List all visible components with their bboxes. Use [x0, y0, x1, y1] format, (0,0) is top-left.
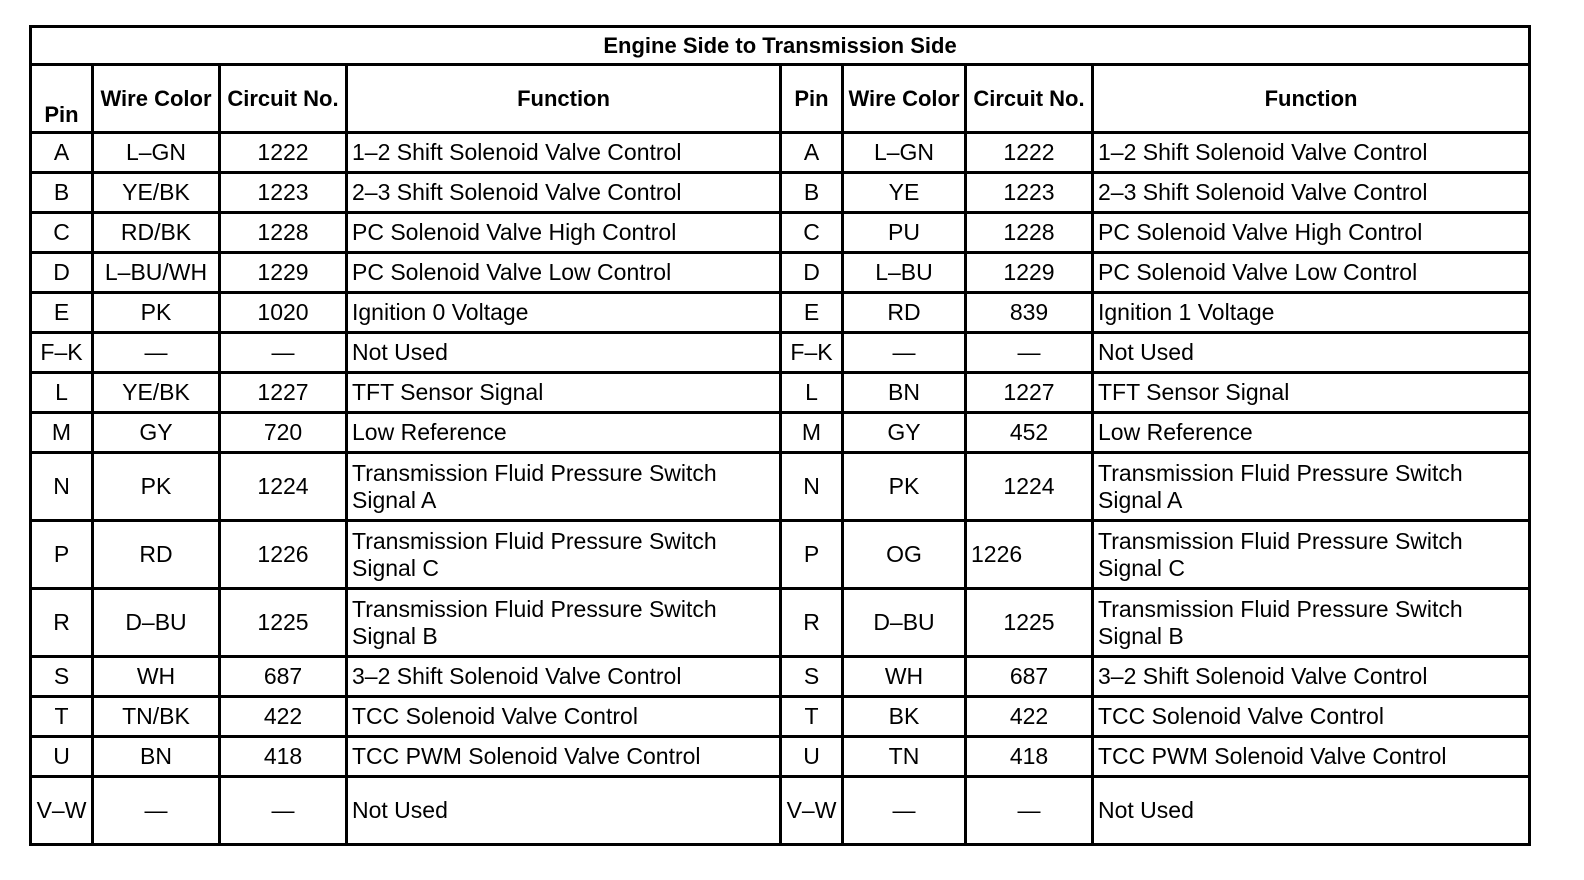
- table-row: [31, 453, 1530, 521]
- wire-color-cell-left: TN/BK: [93, 697, 220, 737]
- wire-color-cell-right: —: [843, 777, 966, 845]
- pin-cell-right: R: [781, 589, 843, 657]
- table-row: [31, 589, 1530, 657]
- circuit-no-cell-right: 1227: [966, 373, 1093, 413]
- circuit-no-cell-left: 687: [220, 657, 347, 697]
- wire-color-cell-right: BK: [843, 697, 966, 737]
- pin-cell-right: L: [781, 373, 843, 413]
- function-cell-left: TCC Solenoid Valve Control: [347, 697, 781, 737]
- table-row: [31, 213, 1530, 253]
- wire-color-cell-left: GY: [93, 413, 220, 453]
- pin-cell-left: U: [31, 737, 93, 777]
- wire-color-cell-left: WH: [93, 657, 220, 697]
- table-row: [31, 413, 1530, 453]
- function-cell-left: Transmission Fluid Pressure Switch Signal A: [347, 453, 781, 521]
- pin-cell-right: S: [781, 657, 843, 697]
- pin-cell-left: R: [31, 589, 93, 657]
- circuit-no-cell-right: —: [966, 777, 1093, 845]
- circuit-no-cell-right: 422: [966, 697, 1093, 737]
- function-cell-left: 3–2 Shift Solenoid Valve Control: [347, 657, 781, 697]
- wire-color-cell-right: PK: [843, 453, 966, 521]
- wire-color-cell-left: RD: [93, 521, 220, 589]
- function-cell-left: Transmission Fluid Pressure Switch Signal B: [347, 589, 781, 657]
- wire-color-cell-left: L–GN: [93, 133, 220, 173]
- circuit-no-cell-left: 1228: [220, 213, 347, 253]
- wire-color-cell-right: L–BU: [843, 253, 966, 293]
- pin-cell-left: F–K: [31, 333, 93, 373]
- function-cell-left: PC Solenoid Valve Low Control: [347, 253, 781, 293]
- circuit-no-cell-left: 720: [220, 413, 347, 453]
- circuit-no-cell-left: 1223: [220, 173, 347, 213]
- function-cell-left: TCC PWM Solenoid Valve Control: [347, 737, 781, 777]
- table-body: [31, 133, 1530, 845]
- function-cell-left: Not Used: [347, 333, 781, 373]
- circuit-no-cell-right: 1228: [966, 213, 1093, 253]
- table-row: [31, 373, 1530, 413]
- pin-cell-right: P: [781, 521, 843, 589]
- circuit-no-cell-left: —: [220, 333, 347, 373]
- circuit-no-cell-left: —: [220, 777, 347, 845]
- pin-cell-right: A: [781, 133, 843, 173]
- header-wire-color-right: Wire Color: [843, 65, 966, 133]
- pin-cell-right: B: [781, 173, 843, 213]
- wire-color-cell-right: TN: [843, 737, 966, 777]
- wire-color-cell-right: RD: [843, 293, 966, 333]
- pin-cell-left: V–W: [31, 777, 93, 845]
- circuit-no-cell-left: 1226: [220, 521, 347, 589]
- circuit-no-cell-right: 1226: [966, 521, 1093, 589]
- wire-color-cell-right: BN: [843, 373, 966, 413]
- function-cell-right: Not Used: [1093, 777, 1530, 845]
- pin-cell-right: N: [781, 453, 843, 521]
- pin-cell-left: T: [31, 697, 93, 737]
- function-cell-left: TFT Sensor Signal: [347, 373, 781, 413]
- circuit-no-cell-left: 1224: [220, 453, 347, 521]
- function-cell-right: 2–3 Shift Solenoid Valve Control: [1093, 173, 1530, 213]
- function-cell-right: TFT Sensor Signal: [1093, 373, 1530, 413]
- table-row: [31, 657, 1530, 697]
- circuit-no-cell-right: 418: [966, 737, 1093, 777]
- wire-color-cell-right: L–GN: [843, 133, 966, 173]
- header-pin-right: Pin: [781, 65, 843, 133]
- wire-color-cell-left: L–BU/WH: [93, 253, 220, 293]
- table-row: [31, 777, 1530, 845]
- wire-color-cell-left: —: [93, 777, 220, 845]
- function-cell-left: Ignition 0 Voltage: [347, 293, 781, 333]
- wire-color-cell-right: D–BU: [843, 589, 966, 657]
- header-circuit-no-right: Circuit No.: [966, 65, 1093, 133]
- pinout-table: [29, 25, 1531, 846]
- table-row: [31, 173, 1530, 213]
- wire-color-cell-right: YE: [843, 173, 966, 213]
- wire-color-cell-left: PK: [93, 453, 220, 521]
- wire-color-cell-right: WH: [843, 657, 966, 697]
- pin-cell-left: A: [31, 133, 93, 173]
- header-pin-left: Pin: [31, 65, 93, 133]
- function-cell-left: Transmission Fluid Pressure Switch Signal C: [347, 521, 781, 589]
- pin-cell-left: M: [31, 413, 93, 453]
- wire-color-cell-right: GY: [843, 413, 966, 453]
- circuit-no-cell-right: 1229: [966, 253, 1093, 293]
- function-cell-right: Ignition 1 Voltage: [1093, 293, 1530, 333]
- pin-cell-left: E: [31, 293, 93, 333]
- table-title: Engine Side to Transmission Side: [31, 27, 1530, 65]
- wire-color-cell-left: —: [93, 333, 220, 373]
- function-cell-right: 3–2 Shift Solenoid Valve Control: [1093, 657, 1530, 697]
- function-cell-left: Low Reference: [347, 413, 781, 453]
- table-row: [31, 737, 1530, 777]
- function-cell-right: Low Reference: [1093, 413, 1530, 453]
- pin-cell-left: D: [31, 253, 93, 293]
- pin-cell-left: N: [31, 453, 93, 521]
- circuit-no-cell-left: 1020: [220, 293, 347, 333]
- circuit-no-cell-left: 1227: [220, 373, 347, 413]
- function-cell-left: PC Solenoid Valve High Control: [347, 213, 781, 253]
- function-cell-right: 1–2 Shift Solenoid Valve Control: [1093, 133, 1530, 173]
- circuit-no-cell-right: —: [966, 333, 1093, 373]
- wire-color-cell-left: BN: [93, 737, 220, 777]
- pin-cell-right: F–K: [781, 333, 843, 373]
- circuit-no-cell-right: 687: [966, 657, 1093, 697]
- table-row: [31, 333, 1530, 373]
- circuit-no-cell-right: 1225: [966, 589, 1093, 657]
- function-cell-right: TCC Solenoid Valve Control: [1093, 697, 1530, 737]
- header-function-right: Function: [1093, 65, 1530, 133]
- pin-cell-right: M: [781, 413, 843, 453]
- circuit-no-cell-left: 418: [220, 737, 347, 777]
- circuit-no-cell-right: 1222: [966, 133, 1093, 173]
- wire-color-cell-left: PK: [93, 293, 220, 333]
- pin-cell-right: U: [781, 737, 843, 777]
- pin-cell-right: V–W: [781, 777, 843, 845]
- function-cell-right: Not Used: [1093, 333, 1530, 373]
- table-row: [31, 697, 1530, 737]
- function-cell-left: 1–2 Shift Solenoid Valve Control: [347, 133, 781, 173]
- circuit-no-cell-right: 1223: [966, 173, 1093, 213]
- wire-color-cell-right: —: [843, 333, 966, 373]
- wire-color-cell-left: RD/BK: [93, 213, 220, 253]
- circuit-no-cell-left: 1222: [220, 133, 347, 173]
- header-function-left: Function: [347, 65, 781, 133]
- function-cell-left: Not Used: [347, 777, 781, 845]
- pin-cell-right: D: [781, 253, 843, 293]
- table-row: [31, 293, 1530, 333]
- circuit-no-cell-right: 839: [966, 293, 1093, 333]
- circuit-no-cell-left: 422: [220, 697, 347, 737]
- pin-cell-right: T: [781, 697, 843, 737]
- function-cell-right: PC Solenoid Valve Low Control: [1093, 253, 1530, 293]
- wire-color-cell-left: YE/BK: [93, 173, 220, 213]
- pin-cell-right: C: [781, 213, 843, 253]
- wire-color-cell-left: D–BU: [93, 589, 220, 657]
- function-cell-right: Transmission Fluid Pressure Switch Signal A: [1093, 453, 1530, 521]
- pin-cell-left: B: [31, 173, 93, 213]
- function-cell-right: Transmission Fluid Pressure Switch Signal C: [1093, 521, 1530, 589]
- header-circuit-no-left: Circuit No.: [220, 65, 347, 133]
- pin-cell-left: C: [31, 213, 93, 253]
- function-cell-right: PC Solenoid Valve High Control: [1093, 213, 1530, 253]
- pin-cell-right: E: [781, 293, 843, 333]
- function-cell-left: 2–3 Shift Solenoid Valve Control: [347, 173, 781, 213]
- wire-color-cell-left: YE/BK: [93, 373, 220, 413]
- circuit-no-cell-right: 1224: [966, 453, 1093, 521]
- wire-color-cell-right: PU: [843, 213, 966, 253]
- circuit-no-cell-left: 1229: [220, 253, 347, 293]
- header-wire-color-left: Wire Color: [93, 65, 220, 133]
- circuit-no-cell-left: 1225: [220, 589, 347, 657]
- table-row: [31, 521, 1530, 589]
- table-row: [31, 133, 1530, 173]
- function-cell-right: TCC PWM Solenoid Valve Control: [1093, 737, 1530, 777]
- pin-cell-left: L: [31, 373, 93, 413]
- table-row: [31, 253, 1530, 293]
- function-cell-right: Transmission Fluid Pressure Switch Signal B: [1093, 589, 1530, 657]
- pin-cell-left: P: [31, 521, 93, 589]
- circuit-no-cell-right: 452: [966, 413, 1093, 453]
- wire-color-cell-right: OG: [843, 521, 966, 589]
- pin-cell-left: S: [31, 657, 93, 697]
